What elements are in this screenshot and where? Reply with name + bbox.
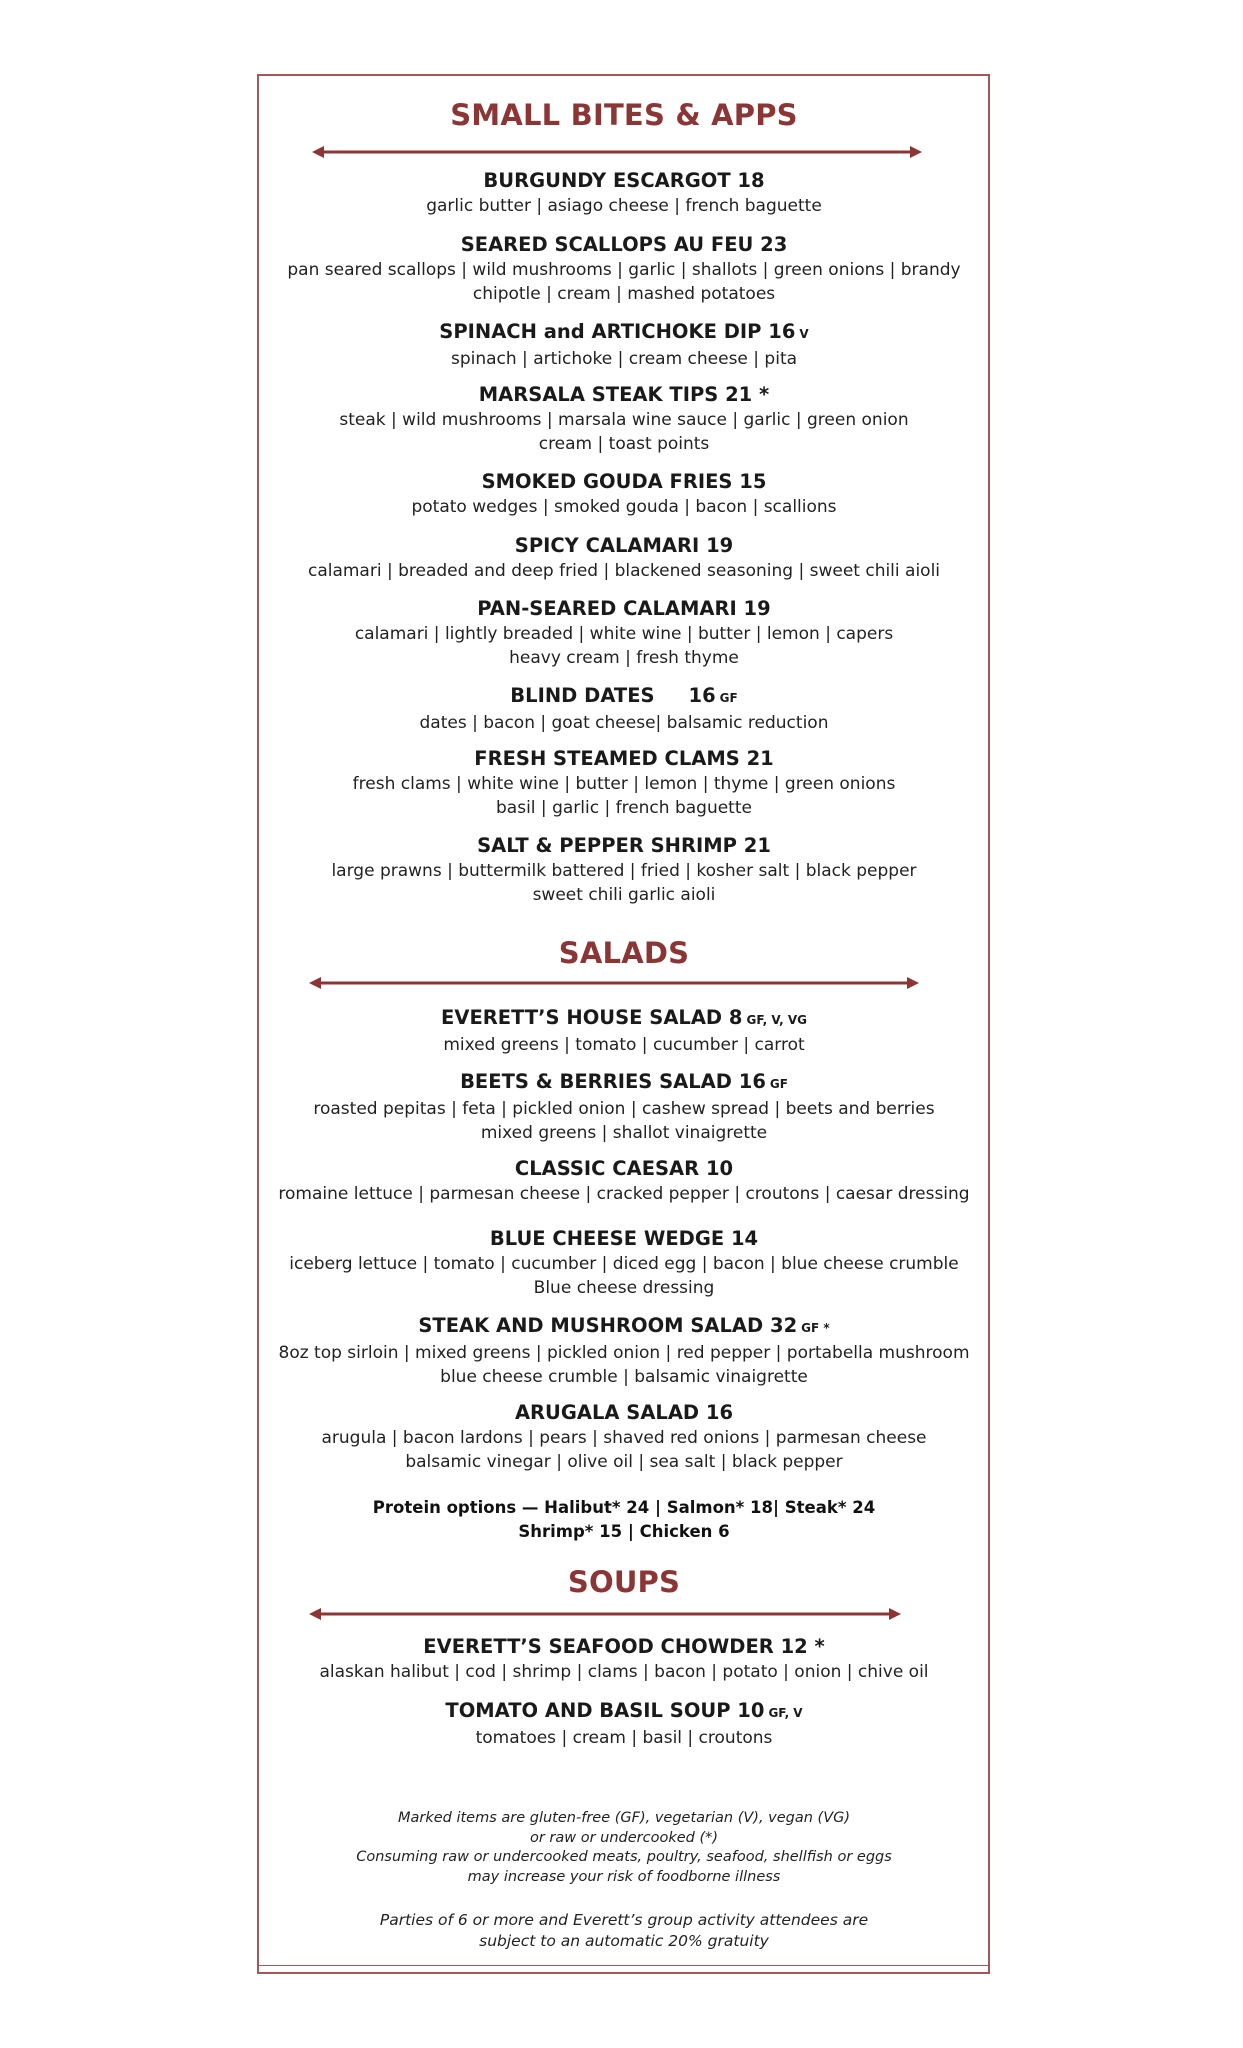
menu-item (259, 1156, 989, 1206)
menu-item (259, 1634, 989, 1684)
item-description: calamari | lightly breaded | white wine | butter | lemon | capers (354, 624, 894, 644)
item-description: pan seared scallops | wild mushrooms | garlic | shallots | green onions | brandy (287, 260, 961, 280)
item-name: SMOKED GOUDA FRIES 15 (481, 470, 767, 493)
item-description: dates | bacon | goat cheese| balsamic reduction (419, 713, 829, 733)
menu-item (259, 1698, 989, 1750)
menu-item (259, 683, 989, 735)
dietary-tag: GF, V (768, 1706, 803, 1720)
item-description: heavy cream | fresh thyme (509, 648, 739, 668)
item-description: blue cheese crumble | balsamic vinaigrette (440, 1367, 808, 1387)
dietary-tag: GF, V, VG (746, 1013, 807, 1027)
item-name: PAN-SEARED CALAMARI 19 (477, 597, 771, 620)
menu-item (259, 1005, 989, 1057)
item-name: BEETS & BERRIES SALAD 16 GF (460, 1070, 788, 1093)
item-name: STEAK AND MUSHROOM SALAD 32 GF * (418, 1314, 830, 1337)
section-title-salads: SALADS (558, 936, 690, 970)
item-description: large prawns | buttermilk battered | fried | kosher salt | black pepper (331, 861, 917, 881)
item-description: iceberg lettuce | tomato | cucumber | diced egg | bacon | blue cheese crumble (289, 1254, 959, 1274)
item-name: MARSALA STEAK TIPS 21 * (478, 383, 770, 406)
item-description: tomatoes | cream | basil | croutons (475, 1728, 773, 1748)
item-description: chipotle | cream | mashed potatoes (472, 284, 776, 304)
menu-item (259, 1313, 989, 1389)
item-description: garlic butter | asiago cheese | french baguette (426, 196, 822, 216)
item-description: alaskan halibut | cod | shrimp | clams | bacon | potato | onion | chive oil (319, 1662, 929, 1682)
item-description: roasted pepitas | feta | pickled onion | cashew spread | beets and berries (313, 1099, 935, 1119)
item-name: BLUE CHEESE WEDGE 14 (489, 1227, 759, 1250)
item-description: mixed greens | tomato | cucumber | carrot (443, 1035, 805, 1055)
item-description: romaine lettuce | parmesan cheese | cracked pepper | croutons | caesar dressing (278, 1184, 970, 1204)
menu-item (259, 1226, 989, 1300)
item-description: potato wedges | smoked gouda | bacon | scallions (411, 497, 837, 517)
menu-item (259, 232, 989, 306)
menu-item (259, 533, 989, 583)
menu-item (259, 469, 989, 519)
dietary-disclaimer: Marked items are gluten-free (GF), vegetarian (V), vegan (VG) or raw or undercooked (*) Consuming raw or undercooked meats, poultry, seafood, shellfish or eggs may increase your risk of foodborne illness (356, 1810, 892, 1885)
item-description: sweet chili garlic aioli (532, 885, 716, 905)
menu-item (259, 1400, 989, 1474)
menu-item (259, 596, 989, 670)
section-divider-arrow (309, 975, 919, 991)
protein-options: Protein options — Halibut* 24 | Salmon* 18| Steak* 24 Shrimp* 15 | Chicken 6 (372, 1498, 876, 1541)
item-name: EVERETT’S SEAFOOD CHOWDER 12 * (423, 1635, 825, 1658)
menu-item (259, 1069, 989, 1145)
menu-item (259, 746, 989, 820)
item-description: 8oz top sirloin | mixed greens | pickled onion | red pepper | portabella mushroom (278, 1343, 970, 1363)
item-description: fresh clams | white wine | butter | lemon | thyme | green onions (352, 774, 896, 794)
item-name: SALT & PEPPER SHRIMP 21 (477, 834, 771, 857)
item-description: arugula | bacon lardons | pears | shaved red onions | parmesan cheese (321, 1428, 927, 1448)
item-name: SPINACH and ARTICHOKE DIP 16 V (439, 320, 809, 343)
dietary-tag: GF (719, 691, 738, 705)
item-description: cream | toast points (538, 434, 710, 454)
menu-item (259, 319, 989, 371)
item-description: basil | garlic | french baguette (496, 798, 752, 818)
gratuity-notice: Parties of 6 or more and Everett’s group activity attendees are subject to an automatic 20% gratuity (379, 1911, 869, 1950)
item-name: ARUGALA SALAD 16 (514, 1401, 734, 1424)
item-name: SPICY CALAMARI 19 (514, 534, 734, 557)
item-description: Blue cheese dressing (533, 1278, 715, 1298)
item-name: TOMATO AND BASIL SOUP 10 GF, V (445, 1699, 803, 1722)
item-description: balsamic vinegar | olive oil | sea salt | black pepper (405, 1452, 843, 1472)
item-description: steak | wild mushrooms | marsala wine sauce | garlic | green onion (339, 410, 909, 430)
section-title-small-bites: SMALL BITES & APPS (450, 98, 798, 132)
menu-item (259, 168, 989, 218)
item-name: FRESH STEAMED CLAMS 21 (474, 747, 774, 770)
dietary-tag: GF * (801, 1321, 830, 1335)
item-name: BURGUNDY ESCARGOT 18 (483, 169, 765, 192)
menu-item (259, 382, 989, 456)
section-divider-arrow (309, 1606, 901, 1622)
section-title-soups: SOUPS (567, 1565, 681, 1599)
item-description: spinach | artichoke | cream cheese | pita (450, 349, 798, 369)
item-name: CLASSIC CAESAR 10 (514, 1157, 734, 1180)
item-description: calamari | breaded and deep fried | blackened seasoning | sweet chili aioli (307, 561, 941, 581)
item-name: BLIND DATES 16 GF (510, 684, 738, 707)
section-divider-arrow (312, 144, 922, 160)
item-name: SEARED SCALLOPS AU FEU 23 (460, 233, 788, 256)
menu-item (259, 833, 989, 907)
dietary-tag: GF (769, 1077, 788, 1091)
item-name: EVERETT’S HOUSE SALAD 8 GF, V, VG (441, 1006, 807, 1029)
item-description: mixed greens | shallot vinaigrette (480, 1123, 768, 1143)
dietary-tag: V (799, 327, 809, 341)
